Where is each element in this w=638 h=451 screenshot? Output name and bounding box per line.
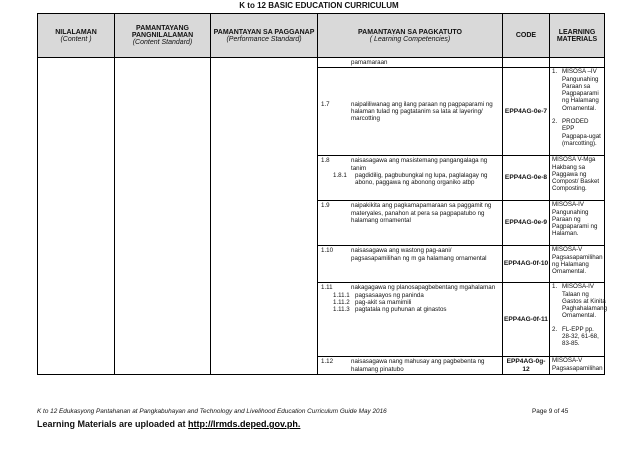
lrmds-link[interactable]: http://lrmds.deped.gov.ph. [188, 419, 301, 429]
learning-materials-cell [550, 283, 608, 357]
competency-continuation: pamamaraan [318, 58, 503, 68]
learning-materials-cell: MISOSA-IV Pangunahing Paraan ng Pagpaparami ng Halaman. [550, 201, 605, 246]
materials-cell [550, 58, 605, 68]
upload-notice [37, 419, 300, 429]
list-item: 2. PRODED EPP Pagpapa-ugat (marcotting). [552, 118, 601, 147]
list-item: 1. MISOSA –IV Pangunahing Paraan sa Pagpaparami ng Halamang Ornamental. [552, 68, 599, 112]
table-row [38, 58, 605, 68]
page-number: Page 9 of 45 [532, 408, 569, 415]
curriculum-guide-note: K to 12 Edukasyong Pantahanan at Pangkabuhayan and Technology and Livelihood Education Curriculum Guide May 2016 [37, 408, 387, 415]
list-item: 2. FL-EPP pp. 28-32, 61-68, 83-85. [552, 325, 599, 348]
competency-cell: 1.12 naisasagawa nang mahusay ang pagbebenta ng halamang pinatubo [318, 357, 503, 375]
competency-cell: 1.10 naisasagawa ang wastong pag-aani/ pagsasapamilihan ng m ga halamang ornamental [318, 246, 503, 283]
code-cell [503, 58, 550, 68]
competency-code: EPP4AG-0e-7 [503, 68, 550, 156]
competency-cell: 1.7 naipaliliwanag ang ilang paraan ng pagpaparami ng halaman tulad ng pagtatanim sa lata at layering/ marcotting [318, 68, 503, 156]
performance-standard-cell [211, 58, 318, 375]
learning-materials-cell: MISOSA-V Pagsasapamilihan [550, 357, 605, 375]
competency-code: EPP4AG-0e-9 [503, 201, 550, 246]
competency-code: EPP4AG-0e-8 [503, 156, 550, 201]
learning-materials-cell: MISOSA V-Mga Hakbang sa Paggawa ng Compost/ Basket Composting. [550, 156, 605, 201]
list-item: 1. MISOSA-IV Talaan ng Gastos at Kinita Paghahalamang Ornamental. [552, 283, 608, 320]
competency-cell: 1.8 naisasagawa ang masistemang pangangalaga ng tanim 1.8.1 pagdidilig, pagbubungkal ng lupa, paglalagay ng abono, paggawa ng abonong organiko atbp [318, 156, 503, 201]
header-content-standard: PAMANTAYANG PANGNILALAMAN (Content Standard) [115, 14, 211, 58]
header-nilalaman: NILALAMAN (Content ) [38, 14, 115, 58]
header-performance-standard: PAMANTAYAN SA PAGGANAP (Performance Standard) [211, 14, 318, 58]
learning-materials-cell [550, 68, 605, 156]
content-standard-cell [115, 58, 211, 375]
upload-text: Learning Materials are uploaded at [37, 419, 189, 429]
table-header-row [38, 14, 605, 58]
header-learning-materials: LEARNING MATERIALS [550, 14, 605, 58]
header-code: CODE [503, 14, 550, 58]
competency-cell: 1.11 nakagagawa ng planosapagbebentang mgahalaman 1.11.1 pagsasaayos ng paninda 1.11.2 pag-akit sa mamimili 1.11.3 pagtatala ng puhunan at ginastos [318, 283, 503, 357]
content-cell [38, 58, 115, 375]
document-title: K to 12 BASIC EDUCATION CURRICULUM [239, 1, 399, 10]
learning-materials-cell: MISOSA-V Pagsasapamilihan ng Halamang Ornamental. [550, 246, 605, 283]
competency-cell: 1.9 naipakikita ang pagkamapamaraan sa paggamit ng materyales, panahon at pera sa pagpapatubo ng halamang ornamental [318, 201, 503, 246]
curriculum-table [37, 13, 608, 375]
competency-code: EPP4AG-0f-10 [503, 246, 550, 283]
competency-code: EPP4AG-0g-12 [503, 357, 550, 375]
header-learning-competencies: PAMANTAYAN SA PAGKATUTO ( Learning Competencies) [318, 14, 503, 58]
competency-code: EPP4AG-0f-11 [503, 283, 550, 357]
